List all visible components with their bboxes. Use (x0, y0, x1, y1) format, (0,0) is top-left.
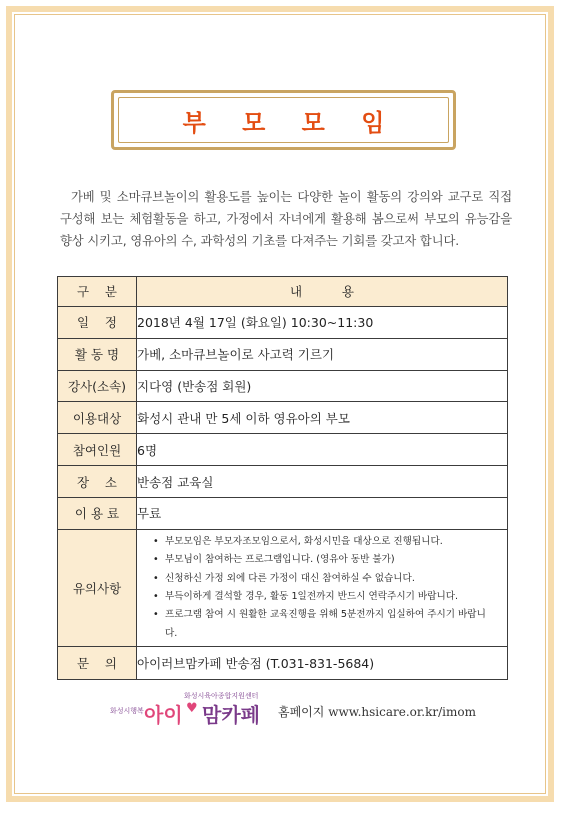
row-value-place: 반송점 교육실 (137, 466, 508, 498)
intro-paragraph: 가베 및 소마큐브놀이의 활용도를 높이는 다양한 놀이 활동의 강의와 교구로 직접 구성해 보는 체험활동을 하고, 가정에서 자녀에게 활용해 봄으로써 부모의 유능감을 향상 시키고, 영유아의 수, 과학성의 기초를 다져주는 기회를 갖고자 합니다. (60, 190, 512, 248)
table-row (58, 306, 508, 338)
row-label-contact: 문 의 (58, 647, 137, 680)
header-label-cell: 구 분 (58, 277, 137, 307)
page-title: 부 모 모 임 (182, 107, 399, 137)
row-value-notes (137, 529, 508, 646)
table-row (58, 338, 508, 370)
homepage-line (278, 703, 476, 720)
table-row (58, 370, 508, 402)
row-label-date: 일 정 (58, 306, 137, 338)
row-value-target: 화성시 관내 만 5세 이하 영유아의 부모 (137, 402, 508, 434)
table-row (58, 402, 508, 434)
info-table (57, 276, 508, 680)
row-value-capacity: 6명 (137, 434, 508, 466)
notes-list-item: • 프로그램 참여 시 원활한 교육진행을 위해 5분전까지 입실하여 주시기 바랍니다. (165, 606, 495, 643)
header-value-cell: 내 용 (137, 277, 508, 307)
row-value-date: 2018년 4월 17일 (화요일) 10:30~11:30 (137, 306, 508, 338)
table-row (58, 647, 508, 680)
row-label-fee: 이 용 료 (58, 497, 137, 529)
table-row (58, 466, 508, 498)
table-header-row (58, 277, 508, 307)
notes-list-item: • 부득이하게 결석할 경우, 활동 1일전까지 반드시 연락주시기 바랍니다. (165, 588, 495, 606)
logo-text-momcafe: 맘카페 (202, 703, 260, 727)
row-value-contact: 아이러브맘카페 반송점 (T.031-831-5684) (137, 647, 508, 680)
row-label-notes: 유의사항 (58, 529, 137, 646)
row-value-instructor: 지다영 (반송점 회원) (137, 370, 508, 402)
row-value-fee: 무료 (137, 497, 508, 529)
heart-icon: ♥ (186, 701, 198, 716)
imom-cafe-logo (110, 690, 260, 727)
homepage-label: 홈페이지 (278, 705, 325, 719)
logo-small-left: 화성시행복 (110, 707, 144, 715)
row-label-target: 이용대상 (58, 402, 137, 434)
title-box-inner (118, 97, 449, 143)
notes-list-item: • 부모모임은 부모자조모임으로서, 화성시민을 대상으로 진행됩니다. (165, 533, 495, 551)
row-label-place: 장 소 (58, 466, 137, 498)
row-label-activity: 활 동 명 (58, 338, 137, 370)
logo-text-ai: 아이 (144, 703, 183, 727)
notes-list (137, 533, 507, 643)
logo-small-top: 화성시육아종합지원센터 (184, 692, 259, 700)
notes-list-item: • 부모님이 참여하는 프로그램입니다. (영유아 동반 불가) (165, 551, 495, 569)
row-value-activity: 가베, 소마큐브놀이로 사고력 기르기 (137, 338, 508, 370)
table-row (58, 434, 508, 466)
notes-list-item: • 신청하신 가정 외에 다른 가정이 대신 참여하실 수 없습니다. (165, 570, 495, 588)
homepage-url[interactable]: www.hsicare.or.kr/imom (328, 705, 476, 719)
table-row (58, 497, 508, 529)
table-row-notes (58, 529, 508, 646)
title-box (111, 90, 456, 150)
row-label-instructor: 강사(소속) (58, 370, 137, 402)
row-label-capacity: 참여인원 (58, 434, 137, 466)
